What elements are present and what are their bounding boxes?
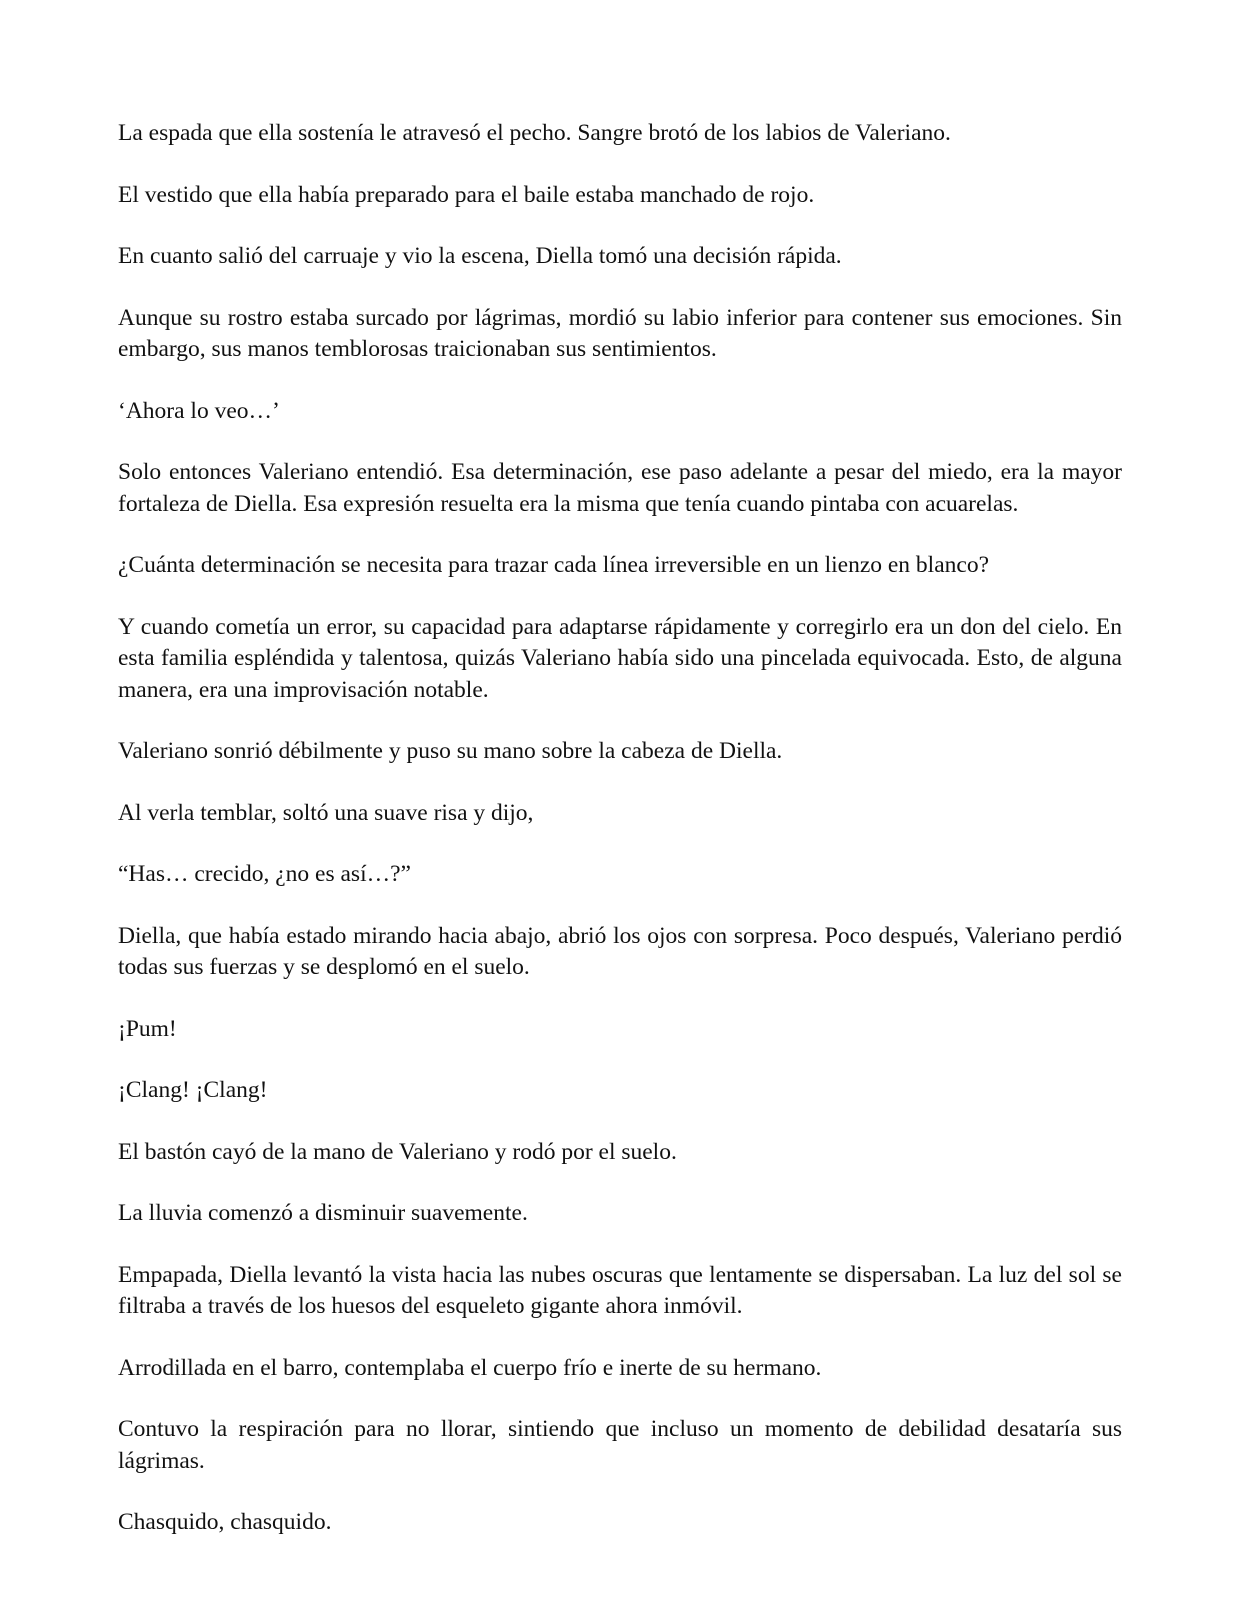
paragraph-6: Solo entonces Valeriano entendió. Esa determinación, ese paso adelante a pesar del miedo, era la mayor fortaleza de Diella. Esa expresión resuelta era la misma que tenía cuando pintaba con acuarelas.	[118, 459, 1122, 517]
paragraph-8: Y cuando cometía un error, su capacidad para adaptarse rápidamente y corregirlo era un don del cielo. En esta familia espléndida y talentosa, quizás Valeriano había sido una pincelada equivocada. Esto, de alguna manera, era una improvisación notable.	[118, 613, 1122, 703]
paragraph-16: La lluvia comenzó a disminuir suavemente.	[118, 1200, 528, 1226]
paragraph-4: Aunque su rostro estaba surcado por lágrimas, mordió su labio inferior para contener sus emociones. Sin embargo, sus manos temblorosas traicionaban sus sentimientos.	[118, 304, 1122, 362]
paragraph-2: El vestido que ella había preparado para el baile estaba manchado de rojo.	[118, 181, 815, 208]
paragraph-14: ¡Clang! ¡Clang!	[118, 1077, 268, 1103]
paragraph-19: Contuvo la respiración para no llorar, sintiendo que incluso un momento de debilidad desataría sus lágrimas.	[118, 1416, 1122, 1474]
paragraph-10: Al verla temblar, soltó una suave risa y dijo,	[118, 799, 534, 826]
paragraph-20: Chasquido, chasquido.	[118, 1509, 332, 1535]
paragraph-12: Diella, que había estado mirando hacia abajo, abrió los ojos con sorpresa. Poco después, Valeriano perdió todas sus fuerzas y se desplomó en el suelo.	[118, 922, 1122, 980]
paragraph-1: La espada que ella sostenía le atravesó el pecho. Sangre brotó de los labios de Valeriano.	[118, 120, 951, 146]
paragraph-9: Valeriano sonrió débilmente y puso su mano sobre la cabeza de Diella.	[118, 738, 783, 764]
paragraph-18: Arrodillada en el barro, contemplaba el cuerpo frío e inerte de su hermano.	[118, 1354, 822, 1381]
paragraph-15: El bastón cayó de la mano de Valeriano y rodó por el suelo.	[118, 1138, 677, 1165]
paragraph-11: “Has… crecido, ¿no es así…?”	[118, 861, 411, 887]
paragraph-13: ¡Pum!	[118, 1015, 177, 1042]
paragraph-7: ¿Cuánta determinación se necesita para trazar cada línea irreversible en un lienzo en blanco?	[118, 552, 990, 578]
paragraph-5: ‘Ahora lo veo…’	[118, 397, 280, 424]
paragraph-3: En cuanto salió del carruaje y vio la escena, Diella tomó una decisión rápida.	[118, 243, 842, 269]
paragraph-17: Empapada, Diella levantó la vista hacia las nubes oscuras que lentamente se dispersaban. La luz del sol se filtraba a través de los huesos del esqueleto gigante ahora inmóvil.	[118, 1261, 1122, 1319]
document-body	[118, 118, 1122, 1569]
